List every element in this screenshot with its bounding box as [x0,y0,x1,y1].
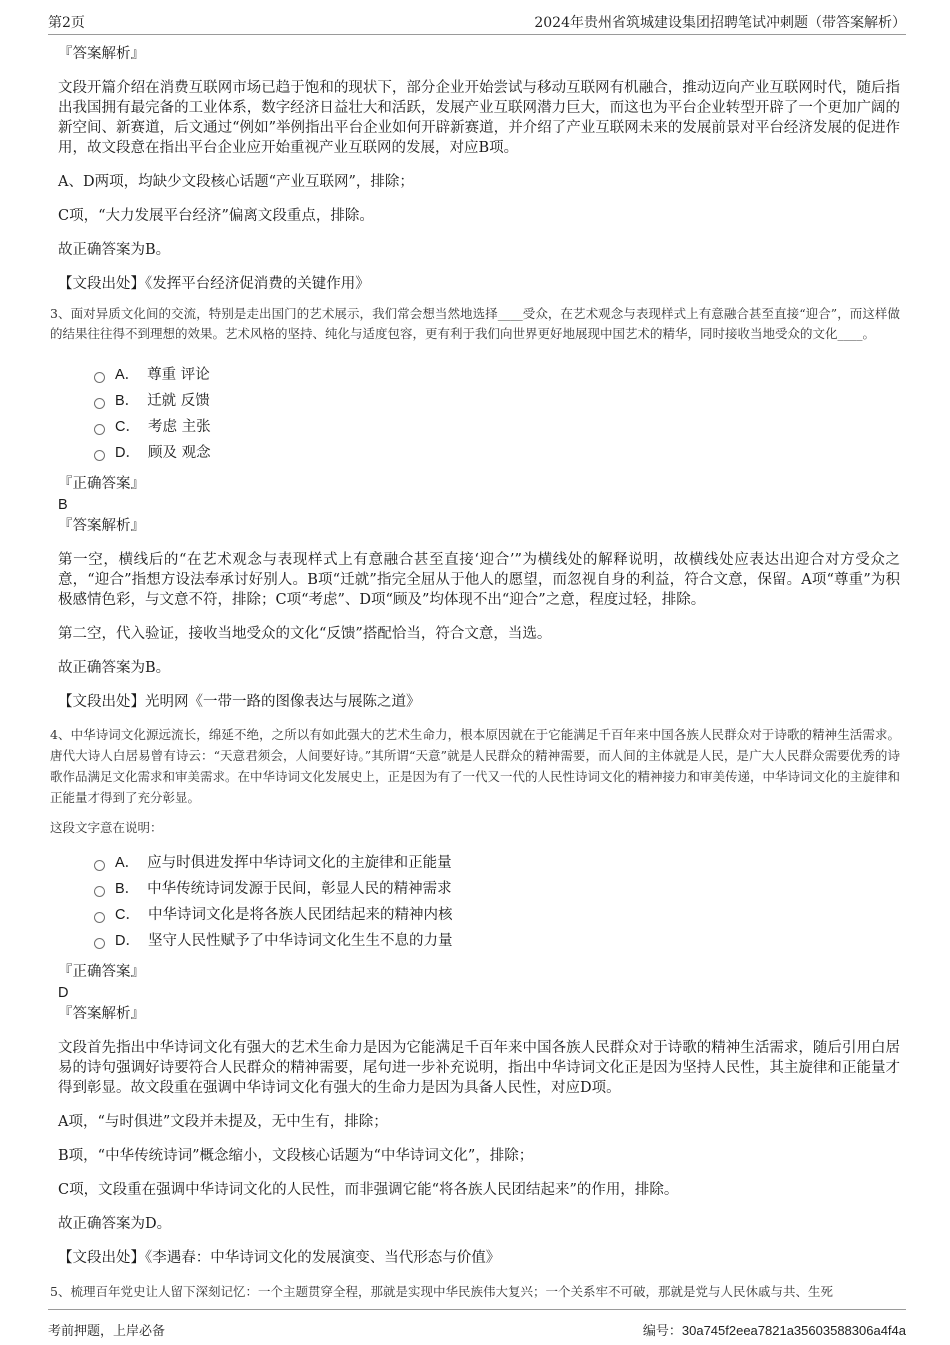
page-number: 第2页 [48,15,85,31]
analysis-paragraph: 第二空，代入验证，接收当地受众的文化“反馈”搭配恰当，符合文意，当选。 [58,626,552,642]
analysis-label: 『答案解析』 [58,46,145,62]
correct-answer: B [58,497,68,513]
analysis-paragraph: A项，“与时俱进”文段并未提及，无中生有，排除； [58,1114,388,1130]
option-b[interactable]: B． 迁就 反馈 [94,388,900,414]
analysis-paragraph: 故正确答案为D。 [58,1216,172,1232]
question-4-stem: 4、中华诗词文化源远流长，绵延不绝，之所以有如此强大的艺术生命力，根本原因就在于它能满足千百年来中国各族人民群众对于诗歌的精神生活需求。唐代大诗人白居易曾有诗云：“天意君须会，人间要好诗。”其所谓“天意”就是人民群众的精神需要，而人间的主体就是人民，是广大人民群众需要优秀的诗歌作品满足文化需求和审美需求。在中华诗词文化发展史上，正是因为有了一代又一代的人民性诗词文化的精神接力和审美传递，中华诗词文化的主旋律和正能量才得到了充分彰显。 [50,727,901,805]
analysis-label: 『答案解析』 [58,1006,145,1022]
page-footer [48,1309,906,1339]
radio-icon[interactable] [94,398,105,409]
radio-icon[interactable] [94,938,105,949]
source-citation: 【文段出处】《发挥平台经济促消费的关键作用》 [58,276,370,292]
analysis-paragraph: C项，文段重在强调中华诗词文化的人民性，而非强调它能“将各族人民团结起来”的作用，排除。 [58,1182,679,1198]
analysis-label: 『答案解析』 [58,518,145,534]
question-4-prompt: 这段文字意在说明： [50,820,163,835]
correct-answer-label: 『正确答案』 [58,964,145,980]
analysis-paragraph: 故正确答案为B。 [58,242,171,258]
correct-answer: D [58,985,69,1001]
source-citation: 【文段出处】光明网《一带一路的图像表达与展陈之道》 [58,694,421,710]
option-c[interactable]: C． 考虑 主张 [94,414,900,440]
analysis-paragraph: 文段首先指出中华诗词文化有强大的艺术生命力是因为它能满足千百年来中国各族人民群众对于诗歌的精神生活需求，随后引用白居易的诗句强调好诗要符合人民群众的精神需要，尾句进一步补充说明，指出中华诗词文化正是因为坚持人民性，其主旋律和正能量才得到彰显。故文段重在强调中华诗词文化有强大的生命力是因为具备人民性，对应D项。 [58,1040,900,1096]
option-b[interactable]: B． 中华传统诗词发源于民间，彰显人民的精神需求 [94,876,900,902]
question-4-options [94,850,900,954]
option-c[interactable]: C． 中华诗词文化是将各族人民团结起来的精神内核 [94,902,900,928]
source-citation: 【文段出处】《李遇春：中华诗词文化的发展演变、当代形态与价值》 [58,1250,501,1266]
page-content [50,44,901,1312]
question-3-options [94,362,900,466]
document-title: 2024年贵州省筑城建设集团招聘笔试冲刺题（带答案解析） [534,15,906,31]
radio-icon[interactable] [94,424,105,435]
radio-icon[interactable] [94,912,105,923]
analysis-paragraph: A、D两项，均缺少文段核心话题“产业互联网”，排除； [58,174,414,190]
option-d[interactable]: D． 顾及 观念 [94,440,900,466]
analysis-paragraph: 故正确答案为B。 [58,660,171,676]
option-d[interactable]: D． 坚守人民性赋予了中华诗词文化生生不息的力量 [94,928,900,954]
option-a[interactable]: A． 尊重 评论 [94,362,900,388]
question-3-stem: 3、面对异质文化间的交流，特别是走出国门的艺术展示，我们常会想当然地选择____受众，在艺术观念与表现样式上有意融合甚至直接“迎合”，而这样做的结果往往得不到理想的效果。艺术风格的坚持、纯化与适度包容，更有利于我们向世界更好地展现中国艺术的精华，同时接收当地受众的文化____。 [50,306,900,341]
analysis-paragraph: 文段开篇介绍在消费互联网市场已趋于饱和的现状下，部分企业开始尝试与移动互联网有机融合，推动迈向产业互联网时代，随后指出我国拥有最完备的工业体系，数字经济日益壮大和活跃，发展产业互联网潜力巨大，而这也为平台企业转型开辟了一个更加广阔的新空间、新赛道，后文通过“例如”举例指出平台企业如何开辟新赛道，并介绍了产业互联网未来的发展前景对平台经济发展的促进作用，故文段意在指出平台企业应开始重视产业互联网的发展，对应B项。 [58,80,900,156]
document-id: 编号：30a745f2eea7821a35603588306a4f4a [642,1323,906,1338]
page-header [48,10,906,35]
option-a[interactable]: A． 应与时俱进发挥中华诗词文化的主旋律和正能量 [94,850,900,876]
radio-icon[interactable] [94,860,105,871]
radio-icon[interactable] [94,886,105,897]
correct-answer-label: 『正确答案』 [58,476,145,492]
analysis-paragraph: C项，“大力发展平台经济”偏离文段重点，排除。 [58,208,374,224]
analysis-paragraph: B项，“中华传统诗词”概念缩小，文段核心话题为“中华诗词文化”，排除； [58,1148,534,1164]
analysis-paragraph: 第一空，横线后的“在艺术观念与表现样式上有意融合甚至直接‘迎合’”为横线处的解释说明，故横线处应表达出迎合对方受众之意，“迎合”指想方设法奉承讨好别人。B项“迁就”指完全屈从于他人的愿望，而忽视自身的利益，符合文意，保留。A项“尊重”为积极感情色彩，与文意不符，排除；C项“考虑”、D项“顾及”均体现不出“迎合”之意，程度过轻，排除。 [58,552,900,608]
radio-icon[interactable] [94,372,105,383]
question-5-stem: 5、梳理百年党史让人留下深刻记忆：一个主题贯穿全程，那就是实现中华民族伟大复兴；一个关系牢不可破，那就是党与人民休戚与共、生死 [50,1284,833,1299]
radio-icon[interactable] [94,450,105,461]
footer-slogan: 考前押题，上岸必备 [48,1324,166,1339]
